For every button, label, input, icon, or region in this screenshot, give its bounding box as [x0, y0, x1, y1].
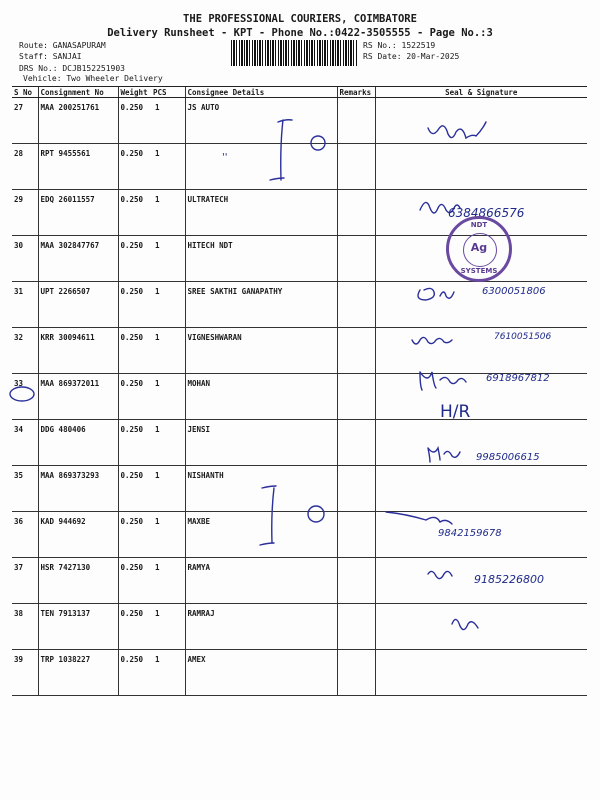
weight-cell: 0.250: [118, 328, 151, 374]
signature-row-39: [452, 619, 478, 629]
consignment-cell: MAA 302847767: [38, 236, 118, 282]
consignee-cell: NISHANTH: [185, 466, 337, 512]
phone-row-35: 9985006615: [476, 452, 540, 463]
header-sno: S No: [12, 87, 38, 98]
pcs-cell: 1: [151, 190, 185, 236]
consignee-cell: MAXBE: [185, 512, 337, 558]
signature-row-38: [428, 571, 452, 578]
consignee-cell: HITECH NDT: [185, 236, 337, 282]
circle-mark-bottom: [308, 506, 324, 522]
runsheet-subtitle: Delivery Runsheet - KPT - Phone No.:0422-3505555 - Page No.:3: [107, 27, 493, 39]
pcs-cell: 1: [151, 650, 185, 696]
consignee-cell: ULTRATECH: [185, 190, 337, 236]
signature-row-27: [428, 122, 486, 138]
pcs-cell: 1: [151, 604, 185, 650]
signature-row-35: [428, 448, 460, 462]
company-title: THE PROFESSIONAL COURIERS, COIMBATORE: [183, 13, 417, 25]
weight-cell: 0.250: [118, 512, 151, 558]
consignment-cell: MAA 200251761: [38, 98, 118, 144]
seal-text-top: NDT: [470, 221, 488, 229]
weight-cell: 0.250: [118, 190, 151, 236]
consignment-cell: RPT 9455561: [38, 144, 118, 190]
pcs-cell: 1: [151, 98, 185, 144]
consignee-cell: AMEX: [185, 650, 337, 696]
pcs-cell: 1: [151, 558, 185, 604]
phone-row-29: 6384866576: [448, 206, 525, 220]
pcs-cell: 1: [151, 282, 185, 328]
vehicle-label: Vehicle: Two Wheeler Delivery: [23, 74, 163, 83]
rs-number: RS No.: 1522519: [363, 41, 436, 50]
pcs-cell: 1: [151, 466, 185, 512]
sno-cell: 39: [12, 650, 38, 696]
sno-cell: 36: [12, 512, 38, 558]
weight-cell: 0.250: [118, 650, 151, 696]
signature-row-33: [412, 337, 452, 344]
drs-label: DRS No.: DCJB152251903: [19, 64, 125, 73]
header-signature: Seal & Signature: [375, 87, 587, 98]
signature-row-37: [386, 512, 452, 524]
consignment-cell: TRP 1038227: [38, 650, 118, 696]
phone-row-33: 7610051506: [494, 332, 552, 342]
header-consignee: Consignee Details: [185, 87, 337, 98]
sno-cell: 31: [12, 282, 38, 328]
weight-cell: 0.250: [118, 466, 151, 512]
header-consignment: Consignment No: [38, 87, 118, 98]
seal-text-bottom: SYSTEMS: [460, 267, 498, 275]
phone-row-34: 6918967812: [486, 373, 550, 384]
bracket-mark-top: [270, 120, 292, 180]
consignment-cell: MAA 869373293: [38, 466, 118, 512]
sno-cell: 29: [12, 190, 38, 236]
phone-row-31: 6300051806: [482, 286, 546, 297]
sno-cell: 30: [12, 236, 38, 282]
consignee-cell: RAMRAJ: [185, 604, 337, 650]
consignee-cell: JS AUTO: [185, 98, 337, 144]
circle-mark-top: [311, 136, 325, 150]
sno-cell: 33: [12, 374, 38, 420]
header-pcs: PCS: [151, 87, 185, 98]
weight-cell: 0.250: [118, 558, 151, 604]
weight-cell: 0.250: [118, 236, 151, 282]
seal-monogram-icon: Ag: [470, 241, 488, 254]
pcs-cell: 1: [151, 328, 185, 374]
consignment-cell: KAD 944692: [38, 512, 118, 558]
pcs-cell: 1: [151, 144, 185, 190]
consignment-cell: HSR 7427130: [38, 558, 118, 604]
sno-cell: 34: [12, 420, 38, 466]
weight-cell: 0.250: [118, 282, 151, 328]
consignment-cell: UPT 2266507: [38, 282, 118, 328]
consignment-cell: TEN 7913137: [38, 604, 118, 650]
sno-cell: 27: [12, 98, 38, 144]
consignment-cell: EDQ 26011557: [38, 190, 118, 236]
pcs-cell: 1: [151, 420, 185, 466]
consignee-cell: RAMYA: [185, 558, 337, 604]
sno-cell: 35: [12, 466, 38, 512]
weight-cell: 0.250: [118, 144, 151, 190]
weight-cell: 0.250: [118, 604, 151, 650]
weight-cell: 0.250: [118, 98, 151, 144]
weight-cell: 0.250: [118, 374, 151, 420]
rs-date: RS Date: 20-Mar-2025: [363, 52, 460, 61]
sno-cell: 37: [12, 558, 38, 604]
sno-34-circle: [10, 387, 34, 401]
bracket-mark-bottom: [260, 486, 276, 545]
header-weight: Weight: [118, 87, 151, 98]
company-seal: [446, 216, 512, 282]
pcs-cell: 1: [151, 374, 185, 420]
signature-row-34: [420, 372, 466, 390]
pcs-cell: 1: [151, 512, 185, 558]
sno-cell: 38: [12, 604, 38, 650]
header-remarks: Remarks: [337, 87, 375, 98]
consignee-cell: VIGNESHWARAN: [185, 328, 337, 374]
consignee-cell: MOHAN: [185, 374, 337, 420]
pcs-cell: 1: [151, 236, 185, 282]
consignment-cell: KRR 30094611: [38, 328, 118, 374]
consignee-cell: JENSI: [185, 420, 337, 466]
sno-cell: 32: [12, 328, 38, 374]
staff-label: Staff: SANJAI: [19, 52, 82, 61]
signature-row-31: [418, 288, 454, 300]
phone-row-37: 9842159678: [438, 528, 502, 539]
phone-row-38: 9185226800: [474, 573, 544, 586]
sno-cell: 28: [12, 144, 38, 190]
mark-row-28: '': [222, 152, 228, 163]
consignment-cell: MAA 869372011: [38, 374, 118, 420]
consignment-cell: DDG 480406: [38, 420, 118, 466]
route-label: Route: GANASAPURAM: [19, 41, 106, 50]
mark-row-34: H/R: [440, 402, 471, 422]
consignee-cell: SREE SAKTHI GANAPATHY: [185, 282, 337, 328]
weight-cell: 0.250: [118, 420, 151, 466]
